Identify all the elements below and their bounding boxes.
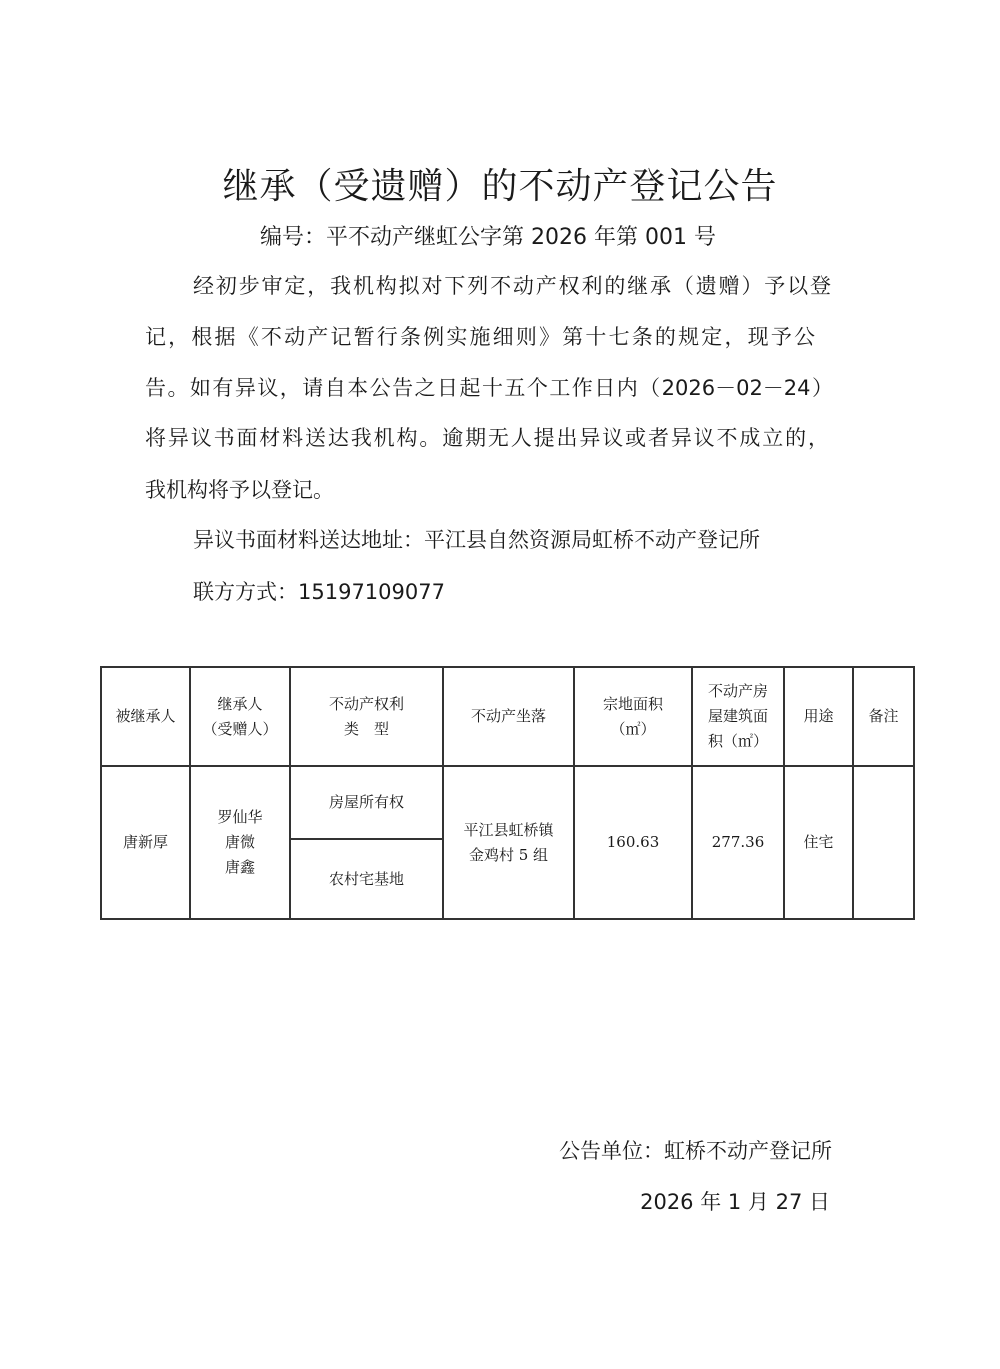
usage-cell: 住宅	[784, 766, 853, 919]
address-line: 异议书面材料送达地址：平江县自然资源局虹桥不动产登记所	[193, 528, 760, 552]
contact-line: 联方方式：15197109077	[193, 580, 445, 604]
location-cell: 平江县虹桥镇 金鸡村 5 组	[443, 766, 574, 919]
body-line: 将异议书面材料送达我机构。逾期无人提出异议或者异议不成立的，	[145, 426, 829, 450]
heir-name: 罗仙华	[217, 808, 263, 826]
page-title: 继承（受遗赠）的不动产登记公告	[222, 166, 778, 207]
header-land-area: 宗地面积 （㎡）	[574, 667, 692, 766]
right-type-cell: 农村宅基地	[290, 839, 443, 919]
body-line: 我机构将予以登记。	[145, 478, 334, 502]
header-heir: 继承人 （受赠人）	[190, 667, 290, 766]
issue-date: 2026 年 1 月 27 日	[640, 1190, 830, 1214]
property-table	[100, 666, 915, 920]
header-building-area: 不动产房 屋建筑面 积（㎡）	[692, 667, 784, 766]
decedent-cell: 唐新厚	[101, 766, 190, 919]
body-line: 记，根据《不动产记暂行条例实施细则》第十七条的规定，现予公	[145, 325, 815, 349]
header-right-type: 不动产权利 类 型	[290, 667, 443, 766]
heir-name: 唐微	[224, 833, 255, 851]
body-line: 告。如有异议，请自本公告之日起十五个工作日内（2026－02－24）	[145, 376, 833, 400]
body-line: 经初步审定，我机构拟对下列不动产权利的继承（遗赠）予以登	[193, 274, 831, 298]
heirs-cell	[190, 766, 290, 919]
table-header-row	[101, 667, 914, 766]
header-remarks: 备注	[853, 667, 914, 766]
building-area-cell: 277.36	[692, 766, 784, 919]
right-type-cell: 房屋所有权	[290, 766, 443, 839]
header-location: 不动产坐落	[443, 667, 574, 766]
document-number: 编号：平不动产继虹公字第 2026 年第 001 号	[260, 225, 716, 250]
header-decedent: 被继承人	[101, 667, 190, 766]
issuer: 公告单位：虹桥不动产登记所	[559, 1139, 832, 1163]
remarks-cell	[853, 766, 914, 919]
header-usage: 用途	[784, 667, 853, 766]
land-area-cell: 160.63	[574, 766, 692, 919]
table-row	[101, 766, 914, 839]
heir-name: 唐鑫	[224, 858, 255, 876]
